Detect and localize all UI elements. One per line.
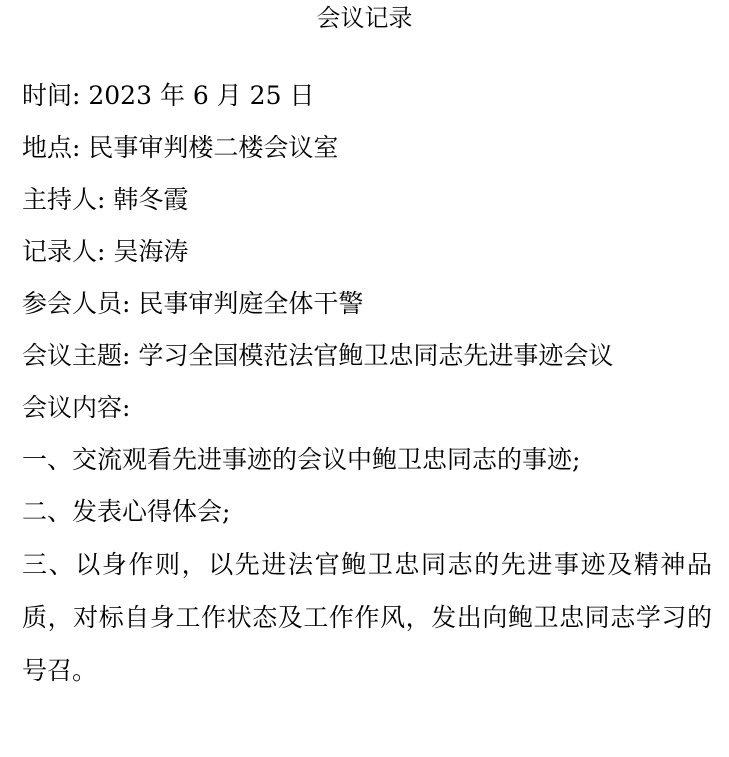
- meeting-topic: 会议主题: 学习全国模范法官鲍卫忠同志先进事迹会议: [22, 341, 614, 370]
- meeting-location: 地点: 民事审判楼二楼会议室: [22, 133, 339, 162]
- meeting-time: 时间: 2023 年 6 月 25 日: [22, 81, 315, 110]
- content-item-1: 一、交流观看先进事迹的会议中鲍卫忠同志的事迹;: [22, 445, 581, 474]
- document-title: 会议记录: [316, 4, 413, 32]
- meeting-host: 主持人: 韩冬霞: [22, 185, 189, 214]
- meeting-recorder: 记录人: 吴海涛: [22, 237, 189, 266]
- meeting-content-heading: 会议内容:: [22, 393, 131, 422]
- content-item-3: 三、以身作则，以先进法官鲍卫忠同志的先进事迹及精神品质，对标自身工作状态及工作作风，发出向鲍卫忠同志学习的号召。: [22, 550, 712, 685]
- meeting-attendees: 参会人员: 民事审判庭全体干警: [22, 289, 364, 318]
- content-item-2: 二、发表心得体会;: [22, 497, 231, 526]
